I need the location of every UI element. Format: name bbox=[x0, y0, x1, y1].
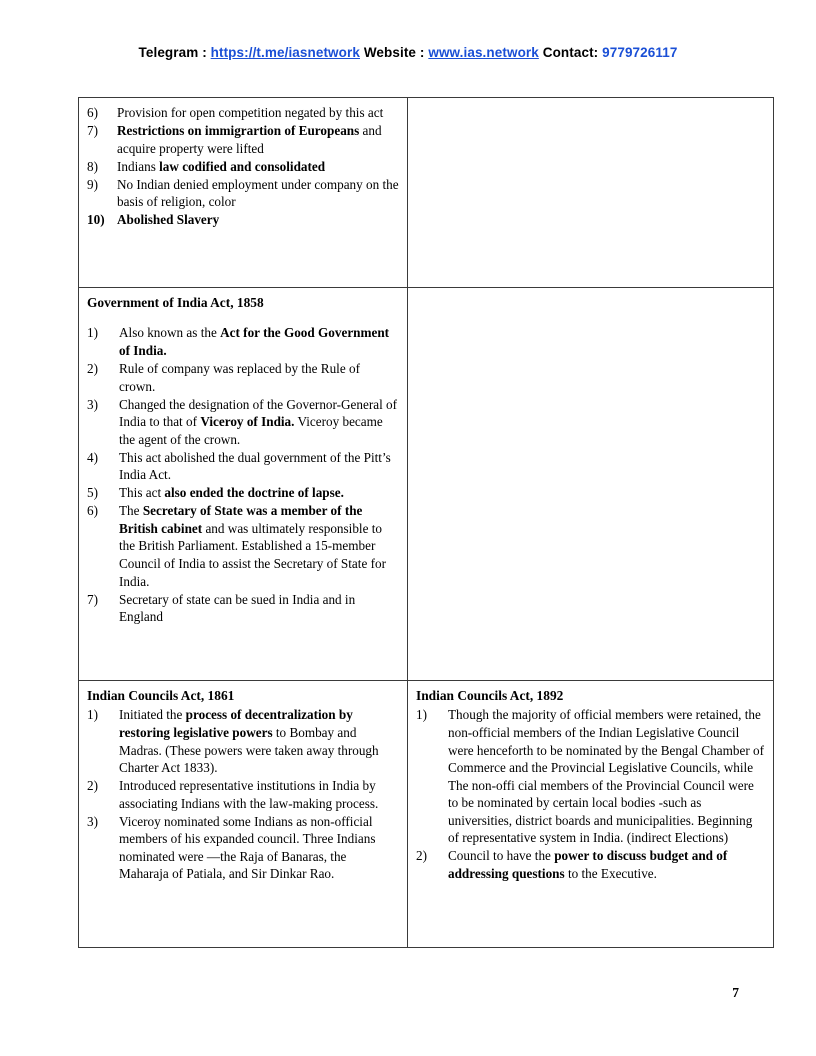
header-telegram-label: Telegram : bbox=[138, 45, 211, 60]
list-item-text: Initiated the process of decentralization by restoring legislative powers to Bombay and Madras. (These powers were taken away through Charter Act 1833). bbox=[119, 707, 379, 776]
page-number: 7 bbox=[732, 985, 739, 1000]
list-item bbox=[87, 396, 399, 449]
list-item-number: 2) bbox=[87, 361, 98, 377]
table-cell-left bbox=[79, 288, 408, 681]
contact-phone-number: 9779726117 bbox=[602, 45, 678, 60]
table-cell-right bbox=[408, 681, 774, 948]
list-item-text: Restrictions on immigrartion of Europeans and acquire property were lifted bbox=[117, 123, 382, 156]
list-item-number: 10) bbox=[87, 212, 105, 228]
list-item-text: This act also ended the doctrine of lapse. bbox=[119, 485, 344, 501]
list-item bbox=[87, 211, 399, 229]
list-item-number: 3) bbox=[87, 813, 98, 829]
list-item-number: 6) bbox=[87, 503, 98, 519]
spacer bbox=[87, 313, 399, 324]
list-item bbox=[416, 847, 765, 882]
header-website-label: Website : bbox=[359, 45, 429, 60]
table-body bbox=[79, 98, 774, 948]
numbered-list bbox=[87, 324, 399, 625]
header-contact-label: Contact: bbox=[538, 45, 603, 60]
table-cell-right bbox=[408, 98, 774, 288]
list-item bbox=[87, 449, 399, 484]
page-header bbox=[0, 45, 816, 60]
list-item-text: Abolished Slavery bbox=[117, 212, 220, 228]
list-item bbox=[87, 104, 399, 122]
list-item-text: No Indian denied employment under company on the basis of religion, color bbox=[117, 176, 399, 210]
list-item-text: Indians law codified and consolidated bbox=[117, 158, 326, 174]
list-item-text: Council to have the power to discuss budget and of addressing questions to the Executive. bbox=[448, 848, 728, 881]
cell-title: Government of India Act, 1858 bbox=[87, 295, 264, 310]
list-item-number: 4) bbox=[87, 449, 98, 465]
list-item-text: This act abolished the dual government of the Pitt’s India Act. bbox=[119, 449, 391, 483]
numbered-list bbox=[416, 706, 765, 882]
list-item bbox=[87, 176, 399, 211]
list-item-number: 7) bbox=[87, 591, 98, 607]
list-item bbox=[87, 324, 399, 359]
table-cell-right bbox=[408, 288, 774, 681]
list-item-text: Secretary of state can be sued in India and in England bbox=[119, 591, 356, 625]
list-item-number: 1) bbox=[416, 707, 427, 723]
list-item bbox=[87, 591, 399, 626]
list-item-text: Also known as the Act for the Good Government of India. bbox=[119, 325, 390, 358]
list-item-text: Introduced representative institutions in India by associating Indians with the law-making process. bbox=[119, 778, 379, 811]
list-item-text: The Secretary of State was a member of the British cabinet and was ultimately responsible to the British Parliament. Established a 15-member Council of India to assist the Secretary of State for India. bbox=[119, 503, 386, 589]
list-item bbox=[87, 158, 399, 176]
numbered-list bbox=[87, 104, 399, 229]
list-item-number: 7) bbox=[87, 123, 98, 139]
list-item bbox=[87, 777, 399, 812]
list-item bbox=[87, 706, 399, 776]
list-item-number: 2) bbox=[416, 848, 427, 864]
list-item-number: 5) bbox=[87, 485, 98, 501]
numbered-list bbox=[87, 706, 399, 882]
telegram-link[interactable]: https://t.me/iasnetwork bbox=[210, 45, 360, 60]
list-item-number: 3) bbox=[87, 396, 98, 412]
cell-title: Indian Councils Act, 1861 bbox=[87, 688, 235, 703]
list-item-number: 9) bbox=[87, 176, 98, 192]
list-item-text: Viceroy nominated some Indians as non-official members of his expanded council. Three Indians nominated were —the Raja of Banaras, the Maharaja of Patiala, and Sir Dinkar Rao. bbox=[119, 813, 376, 882]
list-item bbox=[87, 484, 399, 502]
list-item bbox=[416, 706, 765, 846]
table-row bbox=[79, 98, 774, 288]
list-item-number: 6) bbox=[87, 105, 98, 120]
cell-title: Indian Councils Act, 1892 bbox=[416, 688, 564, 703]
list-item-text: Provision for open competition negated by this act bbox=[117, 105, 384, 120]
list-item bbox=[87, 813, 399, 883]
list-item-text: Rule of company was replaced by the Rule of crown. bbox=[119, 361, 360, 394]
table-row bbox=[79, 681, 774, 948]
list-item-text: Changed the designation of the Governor-General of India to that of Viceroy of India. Viceroy became the agent of the crown. bbox=[119, 396, 398, 447]
list-item-number: 1) bbox=[87, 707, 98, 723]
list-item bbox=[87, 360, 399, 395]
list-item bbox=[87, 122, 399, 157]
table-cell-left bbox=[79, 98, 408, 288]
list-item-number: 2) bbox=[87, 778, 98, 794]
list-item-number: 1) bbox=[87, 325, 98, 341]
list-item-number: 8) bbox=[87, 158, 98, 174]
website-link[interactable]: www.ias.network bbox=[428, 45, 539, 60]
table-cell-left bbox=[79, 681, 408, 948]
table-row bbox=[79, 288, 774, 681]
list-item bbox=[87, 502, 399, 590]
list-item-text: Though the majority of official members were retained, the non-official members of the Indian Legislative Council were henceforth to be nominated by the Bengal Chamber of Commerce and the Provincial Legislative Councils, while The non-offi cial members of the Provincial Council were to be nominated by certain local bodies -such as universities, district boards and municipalities. Beginning of representative system in India. (indirect Elections) bbox=[448, 707, 765, 846]
content-table bbox=[78, 97, 774, 948]
